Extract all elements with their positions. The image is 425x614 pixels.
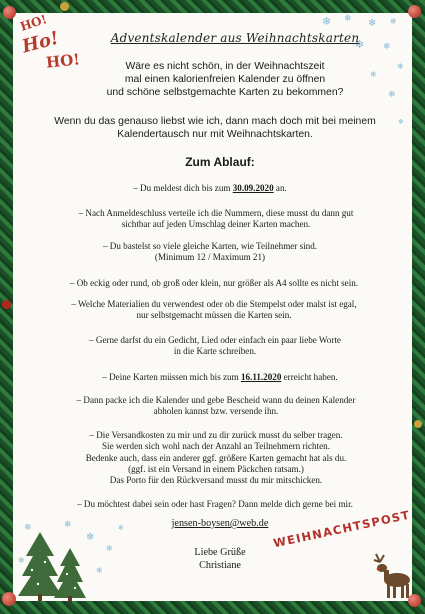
reindeer-icon — [370, 552, 412, 600]
snowflake-icon: ❄ — [368, 18, 377, 29]
invitation-line: Wenn du das genauso liebst wie ich, dann mach doch mit bei meinem — [54, 116, 376, 127]
snowflake-icon: ❄ — [383, 42, 391, 52]
item-text: nur selbstgemacht müssen die Karten sein. — [136, 310, 292, 321]
snowflake-icon: ❄ — [24, 523, 32, 533]
list-item-shipping — [30, 430, 402, 486]
ornament-icon — [2, 300, 11, 309]
item-text: – Nach Anmeldeschluss verteile ich die Nummern, diese musst du dann gut — [78, 208, 354, 218]
snowflake-icon: ❄ — [388, 90, 396, 100]
list-item-signup — [60, 183, 360, 194]
invitation-line: Kalendertausch nur mit Weihnachtskarten. — [117, 129, 313, 140]
section-heading: Zum Ablauf: — [185, 155, 255, 169]
snowflake-icon: ❄ — [370, 70, 377, 79]
deadline-date: 30.09.2020 — [232, 183, 274, 193]
ornament-icon — [3, 6, 16, 19]
item-text: in die Karte schreiben. — [173, 346, 257, 357]
item-text: Sie werden sich wohl nach der Anzahl an Teilnehmern richten. — [102, 441, 330, 452]
item-text: (ggf. ist ein Versand in einem Päckchen ratsam.) — [128, 463, 304, 474]
snowflake-icon: ❄ — [86, 532, 95, 543]
contact-email-link[interactable]: jensen-boysen@web.de — [171, 518, 269, 529]
item-text: (Minimum 12 / Maximum 21) — [154, 252, 266, 263]
snowflake-icon: ❄ — [322, 15, 332, 28]
ho-text: HO! — [45, 50, 81, 72]
snowflake-icon: ❄ — [355, 38, 365, 51]
weihnachtspost-stamp: WEIHNACHTSPOST — [272, 507, 412, 551]
item-text: sichtbar auf jeden Umschlag deiner Karten machen. — [121, 219, 311, 230]
list-item-size — [24, 278, 404, 289]
intro-line: und schöne selbstgemachte Karten zu bekommen? — [106, 87, 344, 98]
item-text: – Du möchtest dabei sein oder hast Fragen? Dann melde dich gerne bei mir. — [77, 499, 353, 509]
list-item-materials — [28, 299, 400, 322]
list-item-pickup — [30, 395, 402, 418]
deadline-date: 16.11.2020 — [240, 372, 282, 382]
ho-text: Ho! — [19, 27, 62, 58]
snowflake-icon: ❄ — [390, 17, 397, 26]
item-text: erreicht haben. — [281, 372, 338, 382]
item-text: – Dann packe ich die Kalender und gebe Bescheid wann du deinen Kalender — [76, 395, 356, 405]
snowflake-icon: ❄ — [96, 566, 103, 575]
greeting: Liebe Grüße — [194, 547, 246, 558]
intro-paragraph — [60, 60, 390, 99]
item-text: – Du meldest dich bis zum — [133, 183, 233, 193]
list-item-cards — [50, 241, 370, 264]
list-item-numbers — [32, 208, 400, 231]
snowflake-icon: ❄ — [106, 544, 113, 553]
item-text: – Du bastelst so viele gleiche Karten, wie Teilnehmer sind. — [102, 241, 318, 251]
ornament-icon — [60, 2, 69, 11]
list-item-contact — [24, 499, 406, 510]
snowflake-icon: ❄ — [18, 556, 25, 565]
signature-name: Christiane — [199, 559, 241, 571]
snowflake-icon: ❄ — [64, 520, 72, 530]
item-text: Das Porto für den Rückversand musst du mir mitschicken. — [109, 475, 323, 486]
snowflake-icon: ❄ — [397, 62, 404, 71]
item-text: – Welche Materialien du verwendest oder ob die Stempelst oder malst ist egal, — [71, 299, 357, 309]
item-text: an. — [273, 183, 287, 193]
ho-text: HO! — [18, 12, 49, 34]
intro-line: mal einen kalorienfreien Kalender zu öffnen — [124, 74, 326, 85]
item-text: abholen kannst bzw. versende ihn. — [153, 406, 279, 417]
page-title: Adventskalender aus Weihnachtskarten — [110, 31, 360, 45]
list-item-poem — [50, 335, 380, 358]
snowflake-icon: ❄ — [118, 524, 124, 532]
item-text: – Deine Karten müssen mich bis zum — [102, 372, 241, 382]
invitation-paragraph — [40, 115, 390, 141]
intro-line: Wäre es nicht schön, in der Weihnachtszeit — [125, 61, 325, 72]
item-text: – Die Versandkosten zu mir und zu dir zurück musst du selber tragen. — [89, 430, 343, 440]
ornament-icon — [408, 5, 421, 18]
item-text: – Ob eckig oder rund, ob groß oder klein, nur größer als A4 sollte es nicht sein. — [69, 278, 359, 288]
snowflake-icon: ❄ — [344, 14, 352, 24]
item-text: – Gerne darfst du ein Gedicht, Lied oder einfach ein paar liebe Worte — [89, 335, 341, 345]
ornament-icon — [414, 420, 422, 428]
pine-tree-icon — [18, 530, 88, 602]
signature-block — [140, 547, 300, 572]
ornament-icon — [2, 592, 16, 606]
item-text: Bedenke auch, dass ein anderer ggf. größere Karten gemacht hat als du. — [85, 452, 347, 463]
snowflake-icon: ❄ — [398, 118, 404, 126]
list-item-deadline — [60, 372, 380, 383]
